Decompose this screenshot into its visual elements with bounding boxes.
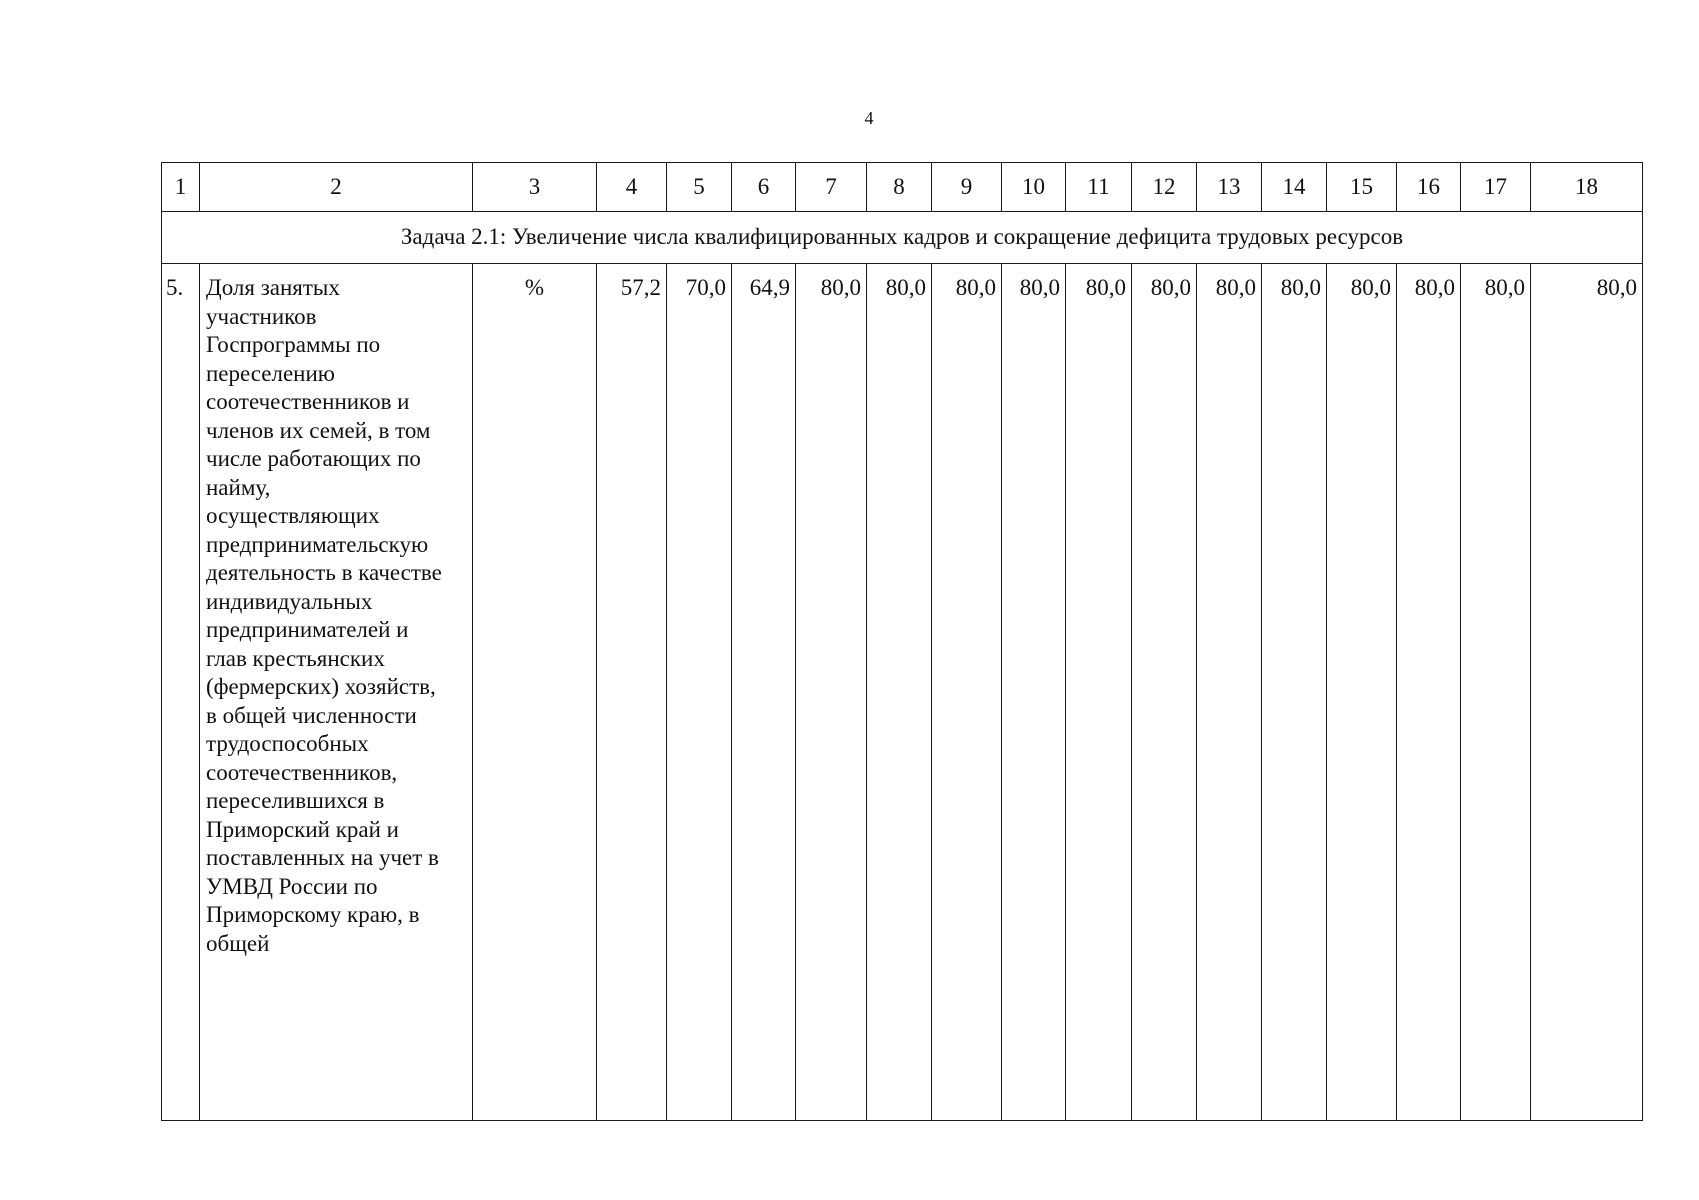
indicator-line: переселению <box>206 360 335 386</box>
indicator-line: найму, <box>206 474 271 500</box>
value-cell: 80,0 <box>1461 264 1531 1121</box>
indicators-table <box>161 162 1643 1121</box>
value-cell: 80,0 <box>1531 264 1643 1121</box>
column-number: 16 <box>1397 163 1461 212</box>
indicator-line: деятельность в качестве <box>206 560 442 585</box>
indicator-line: УМВД России по <box>206 873 378 899</box>
column-number: 6 <box>732 163 796 212</box>
row-number: 5. <box>162 264 200 1121</box>
indicator-name <box>200 264 473 1121</box>
value-cell: 80,0 <box>1197 264 1262 1121</box>
indicator-line: соотечественников и <box>206 389 410 414</box>
indicator-line: (фермерских) хозяйств, <box>206 674 436 699</box>
value-cell: 64,9 <box>732 264 796 1121</box>
column-number: 9 <box>932 163 1002 212</box>
column-number: 17 <box>1461 163 1531 212</box>
value-cell: 80,0 <box>1262 264 1327 1121</box>
column-number: 4 <box>597 163 667 212</box>
value-cell: 80,0 <box>1066 264 1132 1121</box>
column-number: 3 <box>473 163 597 212</box>
column-number: 7 <box>796 163 867 212</box>
column-number: 2 <box>200 163 473 212</box>
indicator-line: соотечественников, <box>206 759 398 785</box>
indicator-line: общей <box>206 930 270 956</box>
value-cell: 70,0 <box>667 264 732 1121</box>
column-number: 8 <box>867 163 932 212</box>
column-number: 18 <box>1531 163 1643 212</box>
page-number: 4 <box>864 108 874 128</box>
indicator-line: в общей численности <box>206 702 417 728</box>
column-number: 12 <box>1132 163 1197 212</box>
column-number: 15 <box>1327 163 1397 212</box>
unit-cell: % <box>473 264 597 1121</box>
indicator-line: индивидуальных <box>206 588 373 614</box>
value-cell: 57,2 <box>597 264 667 1121</box>
indicator-line: числе работающих по <box>206 446 421 471</box>
value-cell: 80,0 <box>1132 264 1197 1121</box>
task-title: Задача 2.1: Увеличение числа квалифицированных кадров и сокращение дефицита трудовых ресурсов <box>162 212 1643 264</box>
value-cell: 80,0 <box>867 264 932 1121</box>
indicator-line: Госпрограммы по <box>206 332 381 357</box>
value-cell: 80,0 <box>932 264 1002 1121</box>
value-cell: 80,0 <box>1327 264 1397 1121</box>
task-row <box>162 212 1643 264</box>
indicator-line: предпринимателей и <box>206 617 409 642</box>
indicator-line: предпринимательскую <box>206 531 429 557</box>
value-cell: 80,0 <box>796 264 867 1121</box>
indicator-line: поставленных на учет в <box>206 845 439 870</box>
indicator-line: глав крестьянских <box>206 645 385 671</box>
indicator-line: Доля занятых <box>206 275 340 300</box>
indicator-line: членов их семей, в том <box>206 417 431 443</box>
column-number: 10 <box>1002 163 1066 212</box>
indicator-line: участников <box>206 303 317 329</box>
indicator-line: Приморский край и <box>206 816 399 842</box>
table-row <box>162 264 1643 1121</box>
column-number: 13 <box>1197 163 1262 212</box>
column-number: 11 <box>1066 163 1132 212</box>
column-number: 5 <box>667 163 732 212</box>
value-cell: 80,0 <box>1002 264 1066 1121</box>
indicator-line: трудоспособных <box>206 731 369 756</box>
column-number-row <box>162 163 1643 212</box>
indicator-line: осуществляющих <box>206 503 380 528</box>
indicator-line: переселившихся в <box>206 788 385 813</box>
value-cell: 80,0 <box>1397 264 1461 1121</box>
indicator-line: Приморскому краю, в <box>206 902 420 927</box>
column-number: 1 <box>162 163 200 212</box>
column-number: 14 <box>1262 163 1327 212</box>
